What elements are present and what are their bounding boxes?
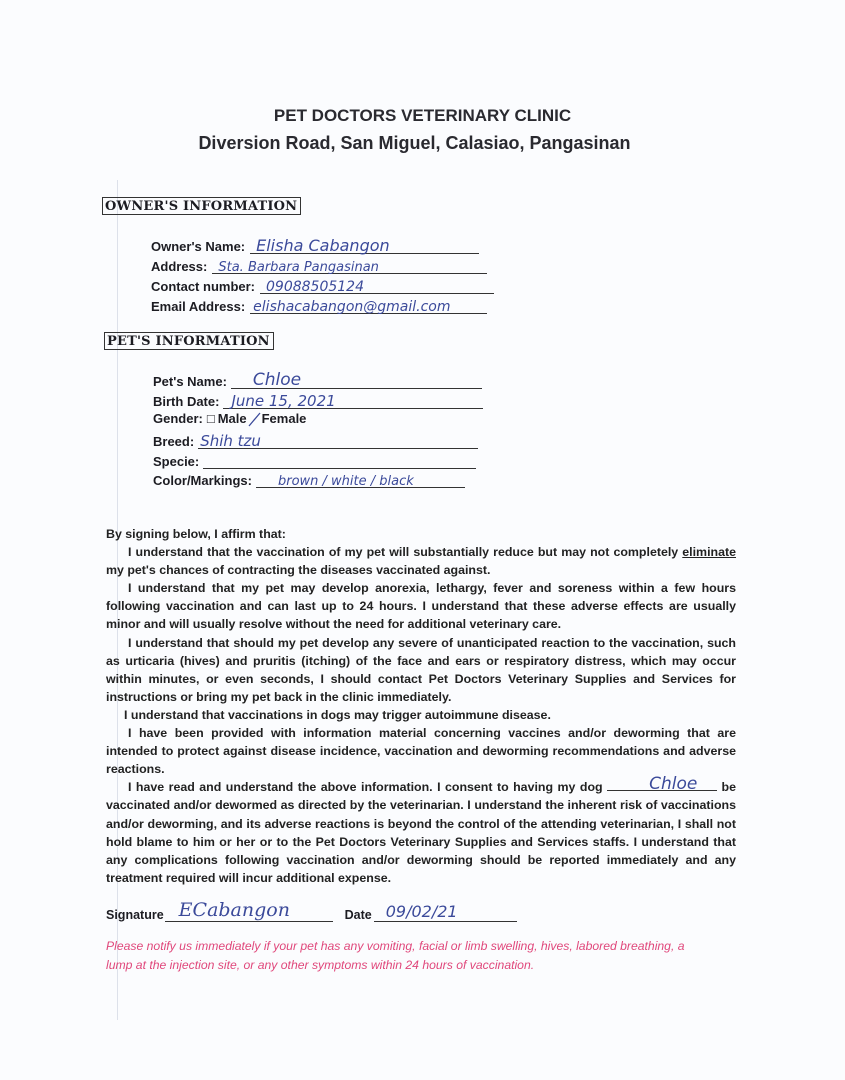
p6-text-a: I have read and understand the above information. I consent to having my dog [128,780,608,795]
owner-section-heading: OWNER'S INFORMATION [102,197,301,215]
pet-name-field[interactable] [231,371,482,389]
consent-paragraph-4: I understand that vaccinations in dogs may trigger autoimmune disease. [124,707,551,722]
p1-underlined: eliminate [682,545,736,560]
signature-field[interactable] [165,901,333,922]
consent-paragraph-6 [106,774,737,887]
email-field[interactable] [250,296,487,314]
owner-contact-row [151,276,494,294]
specie-field[interactable] [203,451,476,469]
owner-address-value: Sta. Barbara Pangasinan [218,260,379,275]
color-row [153,470,465,488]
email-value: elishacabangon@gmail.com [253,299,451,315]
consent-paragraph-5: I have been provided with information material concerning vaccines and/or deworming that are intended to protect against disease incidence, vaccination and deworming recommendations and adverse reactions. [106,726,736,777]
owner-address-label: Address: [151,259,208,274]
pet-section-heading: PET'S INFORMATION [104,332,274,350]
consent-paragraph-2: I understand that my pet may develop anorexia, lethargy, fever and soreness within a few hours following vaccination and can last up to 24 hours. I understand that these adverse effects are usually minor and will usually resolve without the need for additional veterinary care. [106,581,736,632]
consent-paragraph-3: I understand that should my pet develop any severe of unanticipated reaction to the vaccination, such as urticaria (hives) and pruritis (itching) of the face and ears or respiratory distress, which may occur within minutes, or even seconds, I should contact Pet Doctors Veterinary Supplies and Services for instructions or bring my pet back in the clinic immediately. [106,635,736,704]
date-label: Date [344,908,372,922]
pet-name-row [153,371,482,389]
owner-address-row [151,256,487,274]
date-value: 09/02/21 [385,902,458,921]
contact-label: Contact number: [151,279,255,294]
female-option-label: Female [261,411,307,426]
color-field[interactable] [256,470,465,488]
birth-date-label: Birth Date: [153,394,220,409]
breed-field[interactable] [198,431,478,449]
dog-name-field[interactable] [607,774,717,795]
p1-text-a: I understand that the vaccination of my pet will substantially reduce but may not completely [128,545,683,560]
notice-text: Please notify us immediately if your pet has any vomiting, facial or limb swelling, hives, labored breathing, a lump at the injection site, or any other symptoms within 24 hours of vaccination. [106,939,685,972]
breed-label: Breed: [153,434,195,449]
consent-paragraph-1 [106,543,736,579]
signature-value: ECabangon [178,899,290,921]
pet-name-label: Pet's Name: [153,374,227,389]
gender-row [153,411,306,426]
owner-name-field[interactable] [250,236,479,254]
pet-name-value: Chloe [252,370,302,390]
owner-name-label: Owner's Name: [151,239,246,254]
signature-label: Signature [106,908,164,922]
male-checkbox[interactable]: □ [206,411,215,426]
birth-date-field[interactable] [223,391,483,409]
signature-row [106,901,517,922]
male-option-label: Male [217,411,247,426]
owner-email-row [151,296,487,314]
contact-field[interactable] [260,276,494,294]
email-label: Email Address: [151,299,246,314]
clinic-address: Diversion Road, San Miguel, Calasiao, Pangasinan [198,133,631,153]
female-checkbox[interactable] [251,416,261,426]
color-label: Color/Markings: [153,473,252,488]
birth-date-value: June 15, 2021 [231,392,336,410]
date-field[interactable] [374,901,517,922]
specie-row [153,451,476,469]
consent-text [106,525,736,887]
owner-name-value: Elisha Cabangon [256,236,390,255]
p1-text-b: my pet's chances of contracting the diseases vaccinated against. [106,563,491,578]
breed-value: Shih tzu [200,432,261,450]
owner-name-row [151,236,479,254]
specie-label: Specie: [153,454,200,469]
clinic-name: PET DOCTORS VETERINARY CLINIC [273,106,572,125]
dog-name-value: Chloe [649,774,698,795]
check-mark-icon [248,412,262,428]
gender-label: Gender: [153,411,203,426]
p6-text-b: be vaccinated and/or dewormed as directed by the veterinarian. I understand the inherent risk of vaccinations and/or deworming, and its adverse reactions is beyond the control of the attending veterinarian, I shall not hold blame to him or her or to the Pet Doctors Veterinary Supplies and Services staffs. I understand that any complications following vaccination and/or deworming should be reported immediately and any treatment required will incur additional expense. [106,780,737,885]
contact-value: 09088505124 [266,279,364,295]
breed-row [153,431,478,449]
birth-date-row [153,391,483,409]
color-value: brown / white / black [277,474,414,489]
owner-address-field[interactable] [212,256,487,274]
consent-intro: By signing below, I affirm that: [106,527,286,541]
